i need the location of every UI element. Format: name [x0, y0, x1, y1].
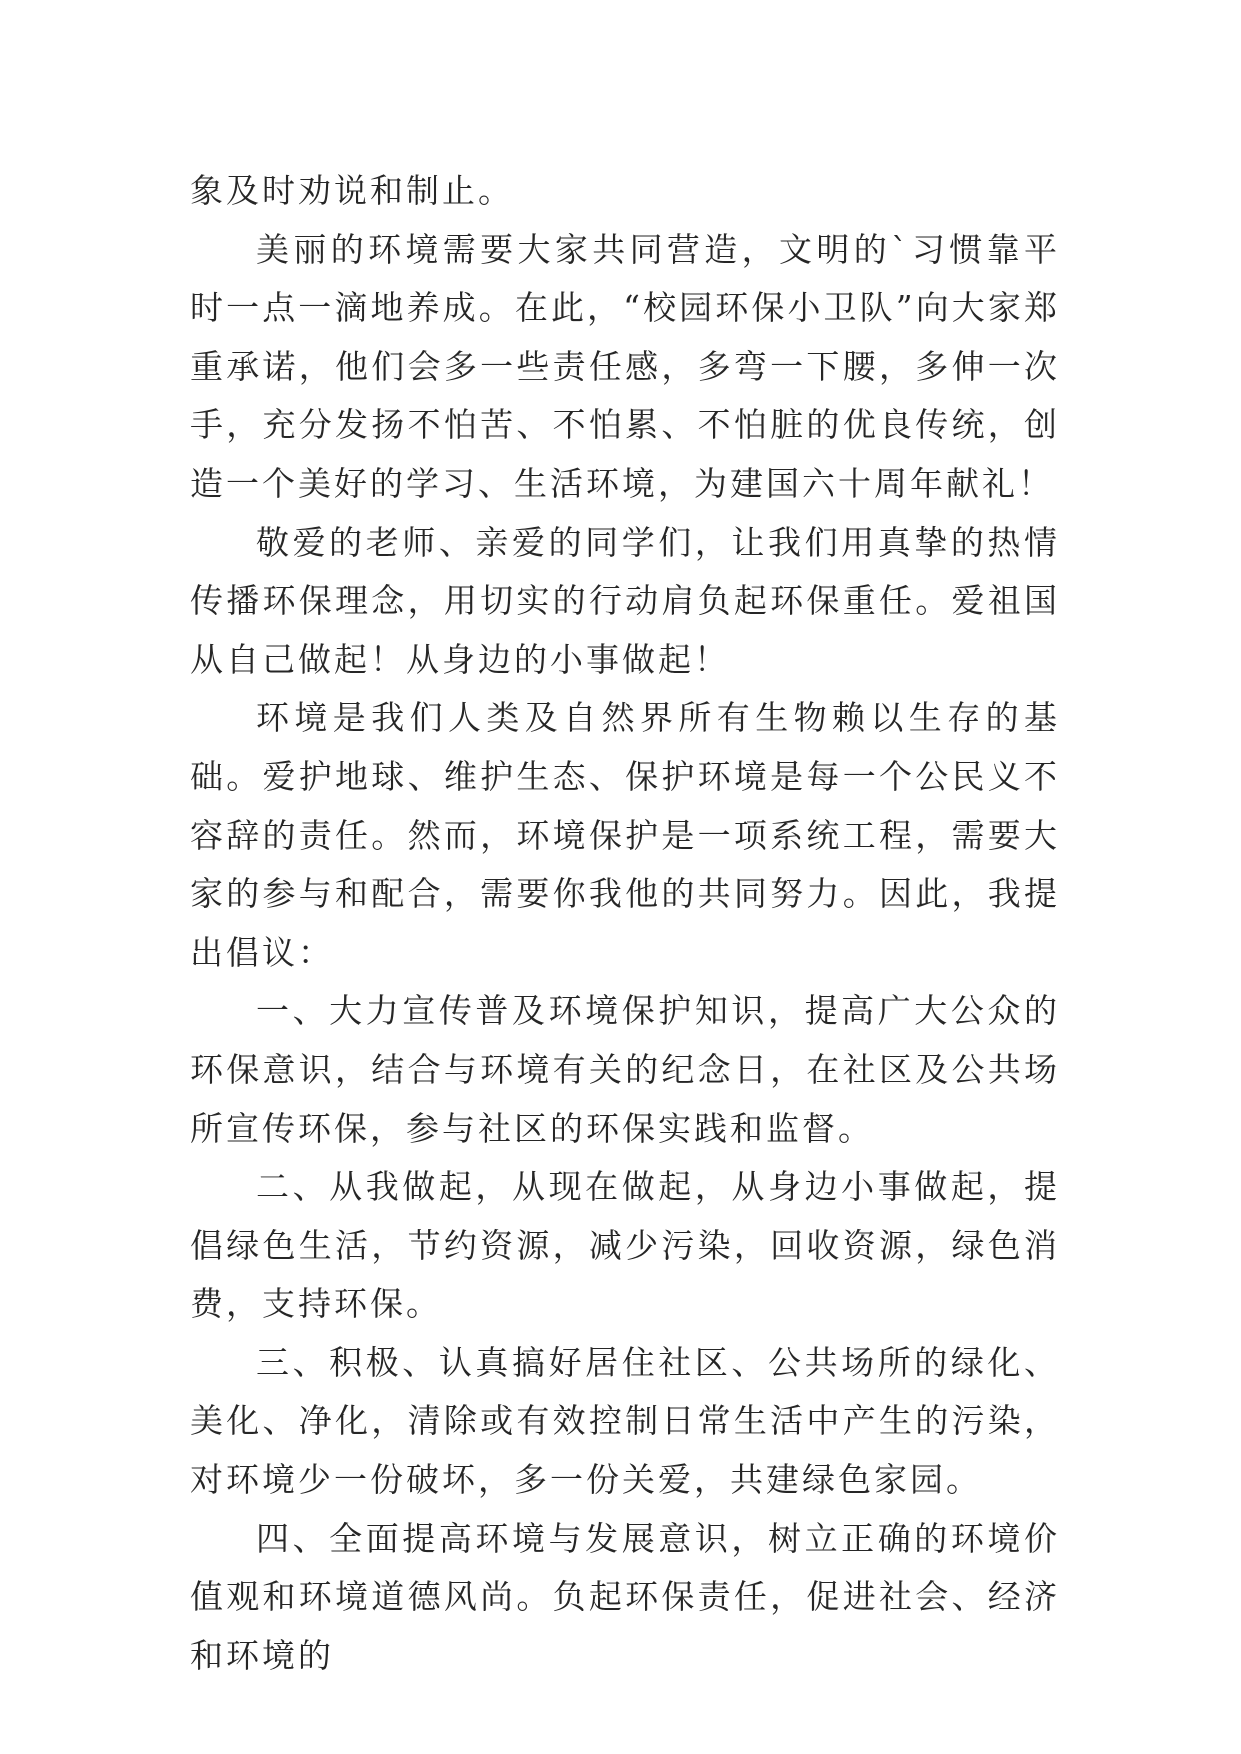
- paragraph-continuation: 象及时劝说和制止。: [190, 171, 514, 210]
- paragraph-proposal-four: 四、全面提高环境与发展意识，树立正确的环境价值观和环境道德风尚。负起环保责任，促进社会、经济和环境的: [190, 1518, 1060, 1675]
- paragraph-proposal-three: 三、积极、认真搞好居住社区、公共场所的绿化、美化、净化，清除或有效控制日常生活中产生的污染，对环境少一份破坏，多一份关爱，共建绿色家园。: [190, 1342, 1060, 1500]
- paragraph-proposal-one: 一、大力宣传普及环境保护知识，提高广大公众的环保意识，结合与环境有关的纪念日，在社区及公共场所宣传环保，参与社区的环保实践和监督。: [190, 991, 1060, 1148]
- paragraph-environment-foundation: 环境是我们人类及自然界所有生物赖以生存的基础。爱护地球、维护生态、保护环境是每一个公民义不容辞的责任。然而，环境保护是一项系统工程，需要大家的参与和配合，需要你我他的共同努力。因此，我提出倡议：: [190, 698, 1060, 972]
- paragraph-environment-commitment: 美丽的环境需要大家共同营造，文明的`习惯靠平时一点一滴地养成。在此，“校园环保小卫队”向大家郑重承诺，他们会多一些责任感，多弯一下腰，多伸一次手，充分发扬不怕苦、不怕累、不怕脏的优良传统，创造一个美好的学习、生活环境，为建国六十周年献礼！: [190, 229, 1060, 503]
- paragraph-call-to-teachers-students: 敬爱的老师、亲爱的同学们，让我们用真挚的热情传播环保理念，用切实的行动肩负起环保重任。爱祖国从自己做起！从身边的小事做起！: [190, 522, 1060, 679]
- document-body: [190, 162, 1060, 1685]
- paragraph-proposal-two: 二、从我做起，从现在做起，从身边小事做起，提倡绿色生活，节约资源，减少污染，回收资源，绿色消费，支持环保。: [190, 1167, 1060, 1324]
